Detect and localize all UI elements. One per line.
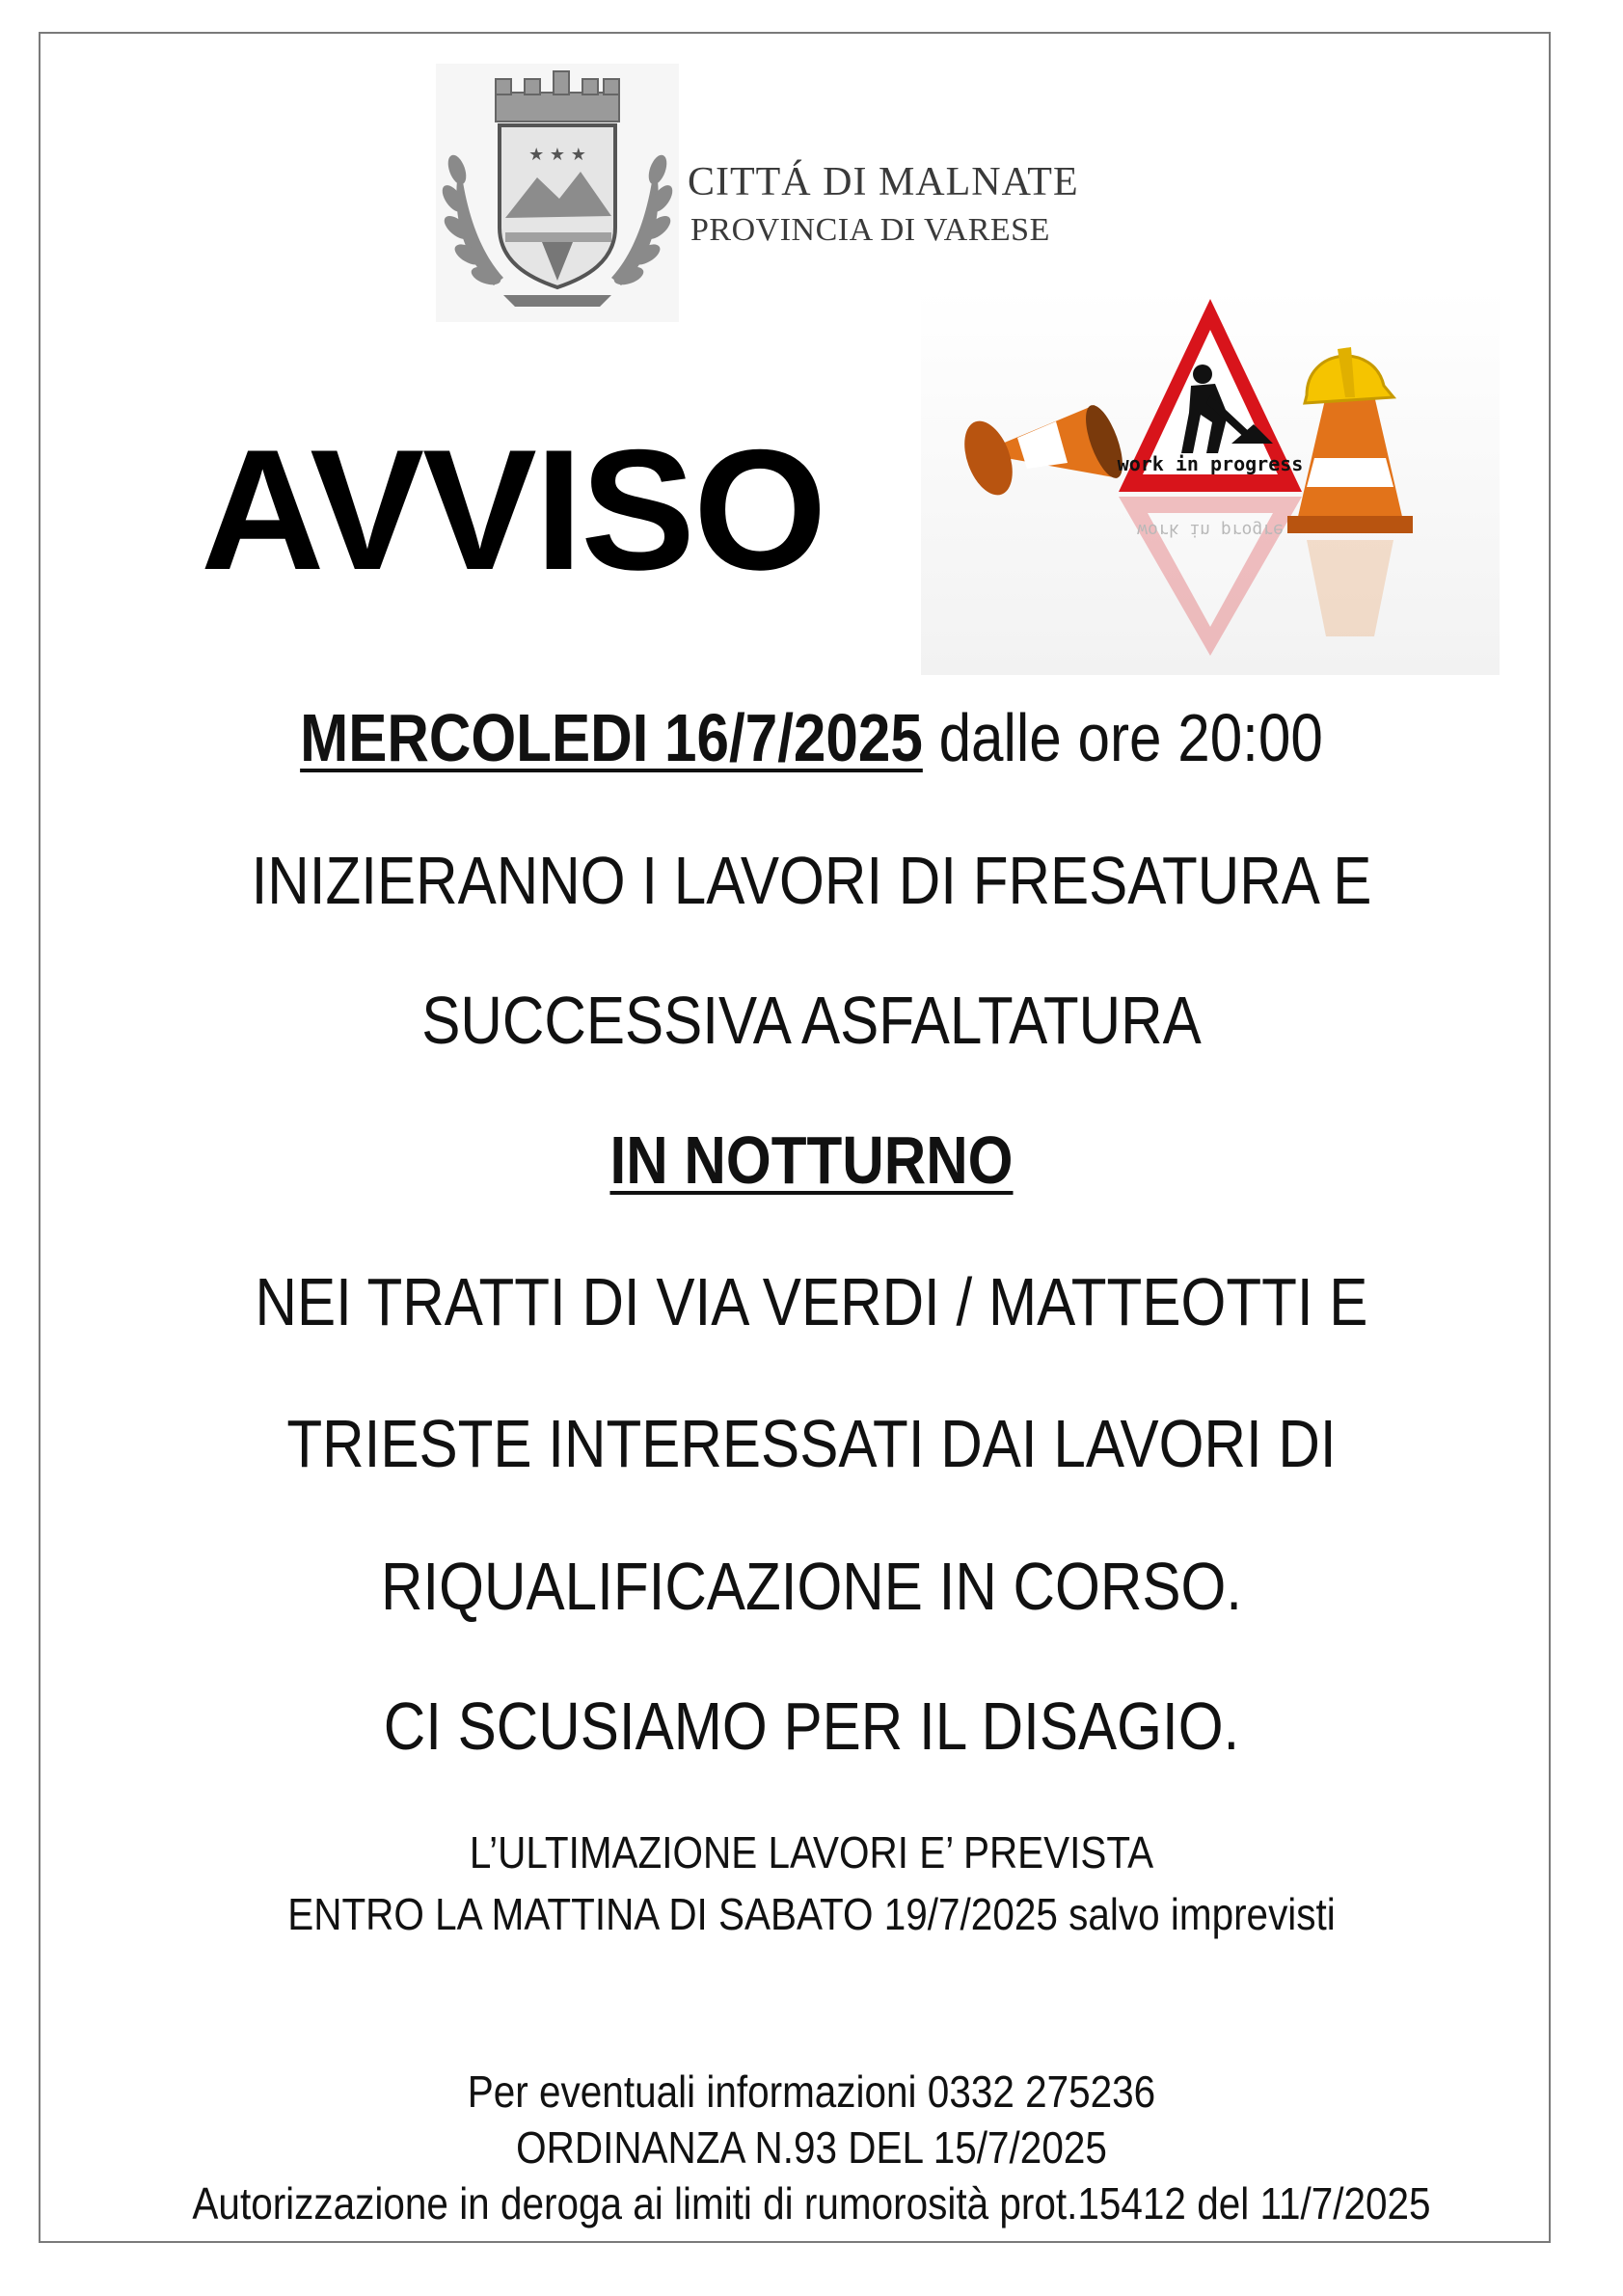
notice-line-4: TRIESTE INTERESSATI DAI LAVORI DI (286, 1406, 1337, 1481)
notice-line-1: INIZIERANNO I LAVORI DI FRESATURA E (251, 843, 1372, 918)
authorization-line: Autorizzazione in deroga ai limiti di rumorosità prot.15412 del 11/7/2025 (192, 2178, 1431, 2228)
completion-line-2: ENTRO LA MATTINA DI SABATO 19/7/2025 salvo imprevisti (287, 1889, 1336, 1939)
date-line (114, 700, 1509, 775)
night-work-line (114, 1122, 1509, 1198)
info-line: Per eventuali informazioni 0332 275236 (467, 2066, 1156, 2117)
ordinance-line: ORDINANZA N.93 DEL 15/7/2025 (516, 2122, 1107, 2173)
night-work-highlight: IN NOTTURNO (609, 1122, 1014, 1198)
svg-text:★ ★ ★: ★ ★ ★ (528, 145, 586, 165)
sign-text: work in progress (1117, 452, 1304, 475)
coat-of-arms-icon (436, 64, 679, 322)
work-in-progress-sign-icon (921, 289, 1500, 675)
date-time: dalle ore 20:00 (922, 700, 1323, 775)
sign-reflection-text: work in progre (1137, 520, 1284, 540)
notice-line-3: NEI TRATTI DI VIA VERDI / MATTEOTTI E (255, 1264, 1368, 1339)
notice-line-5: RIQUALIFICAZIONE IN CORSO. (380, 1549, 1243, 1624)
town-name: CITTÁ DI MALNATE (688, 160, 1079, 204)
apology-line: CI SCUSIAMO PER IL DISAGIO. (383, 1688, 1240, 1764)
date-highlight: MERCOLEDI 16/7/2025 (300, 700, 923, 775)
notice-title: AVVISO (201, 414, 825, 606)
province-name: PROVINCIA DI VARESE (690, 212, 1050, 248)
completion-line-1: L’ULTIMAZIONE LAVORI E’ PREVISTA (469, 1827, 1154, 1877)
notice-line-2: SUCCESSIVA ASFALTATURA (421, 983, 1202, 1058)
